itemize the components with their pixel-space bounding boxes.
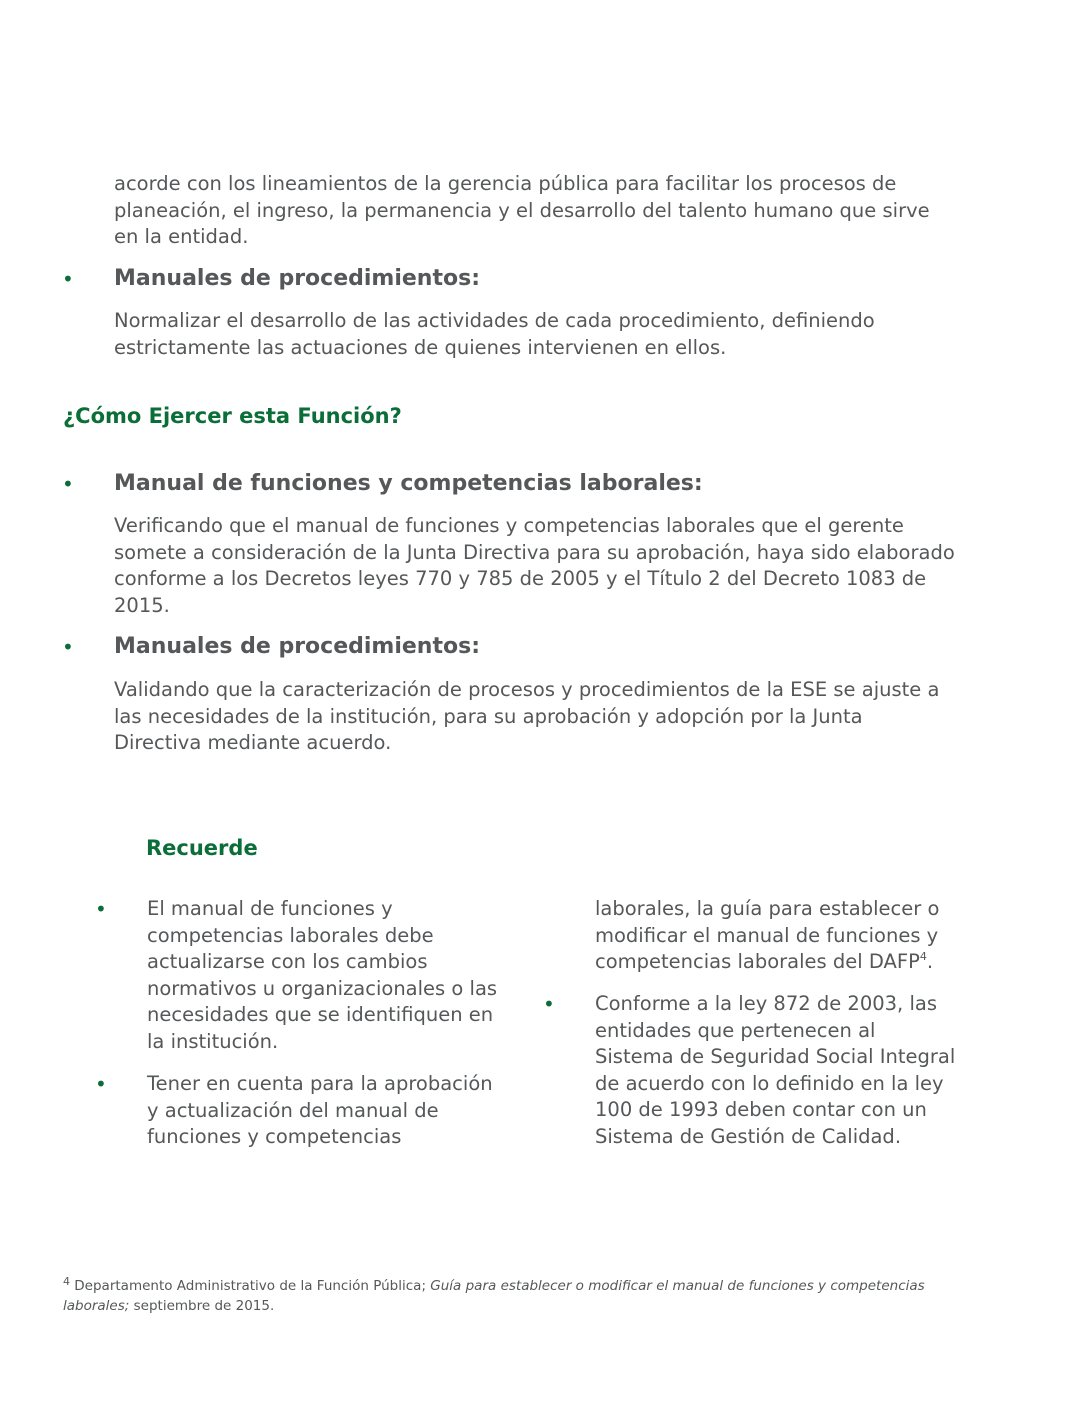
bullet-icon: • [95, 1072, 107, 1096]
how-item-paragraph: Verificando que el manual de funciones y competencias laborales que el gerente somete a consideración de la Junta Directiva para su aprobación, haya sido elaborado conforme a los Decretos leyes 770 y 785 de 2005 y el Título 2 del Decreto 1083 de 2015. [114, 514, 955, 617]
how-item-heading: Manuales de procedimientos: [114, 634, 480, 659]
recuerde-item: Conforme a la ley 872 de 2003, las entidades que pertenecen al Sistema de Seguridad Social Integral de acuerdo con lo definido en la ley 100 de 1993 deben contar con un Sistema de Gestión de Calidad. [595, 992, 956, 1148]
footnote-reference[interactable]: 4 [919, 950, 927, 963]
recuerde-item: Tener en cuenta para la aprobación y actualización del manual de funciones y competencias [147, 1072, 493, 1148]
footnote-date: septiembre de 2015. [129, 1298, 275, 1314]
recuerde-title: Recuerde [146, 836, 258, 860]
how-section-title: ¿Cómo Ejercer esta Función? [63, 404, 402, 428]
bullet-icon: • [62, 472, 74, 496]
footnote-number: 4 [63, 1275, 70, 1288]
intro-paragraph: acorde con los lineamientos de la gerencia pública para facilitar los procesos de planeación, el ingreso, la permanencia y el desarrollo del talento humano que sirve en la entidad. [114, 172, 930, 248]
how-item-heading: Manual de funciones y competencias laborales: [114, 471, 703, 496]
bullet-icon: • [543, 992, 555, 1016]
section-heading: Manuales de procedimientos: [114, 266, 480, 291]
recuerde-item-text: laborales, la guía para establecer o modificar el manual de funciones y competencias laborales del DAFP [595, 897, 940, 973]
footnote [63, 1272, 963, 1316]
section-paragraph: Normalizar el desarrollo de las actividades de cada procedimiento, definiendo estrictamente las actuaciones de quienes intervienen en ellos. [114, 309, 875, 359]
recuerde-item: El manual de funciones y competencias laborales debe actualizarse con los cambios normativos u organizacionales o las necesidades que se identifiquen en la institución. [147, 897, 498, 1053]
footnote-title: Guía para establecer o modificar el manual de funciones y competencias laborales; [63, 1278, 925, 1314]
recuerde-item-continued [595, 896, 955, 976]
recuerde-item-end: . [926, 950, 934, 973]
bullet-icon: • [62, 635, 74, 659]
bullet-icon: • [62, 267, 74, 291]
footnote-text: Departamento Administrativo de la Función Pública; [70, 1278, 431, 1294]
bullet-icon: • [95, 897, 107, 921]
how-item-paragraph: Validando que la caracterización de procesos y procedimientos de la ESE se ajuste a las necesidades de la institución, para su aprobación y adopción por la Junta Directiva mediante acuerdo. [114, 678, 940, 754]
